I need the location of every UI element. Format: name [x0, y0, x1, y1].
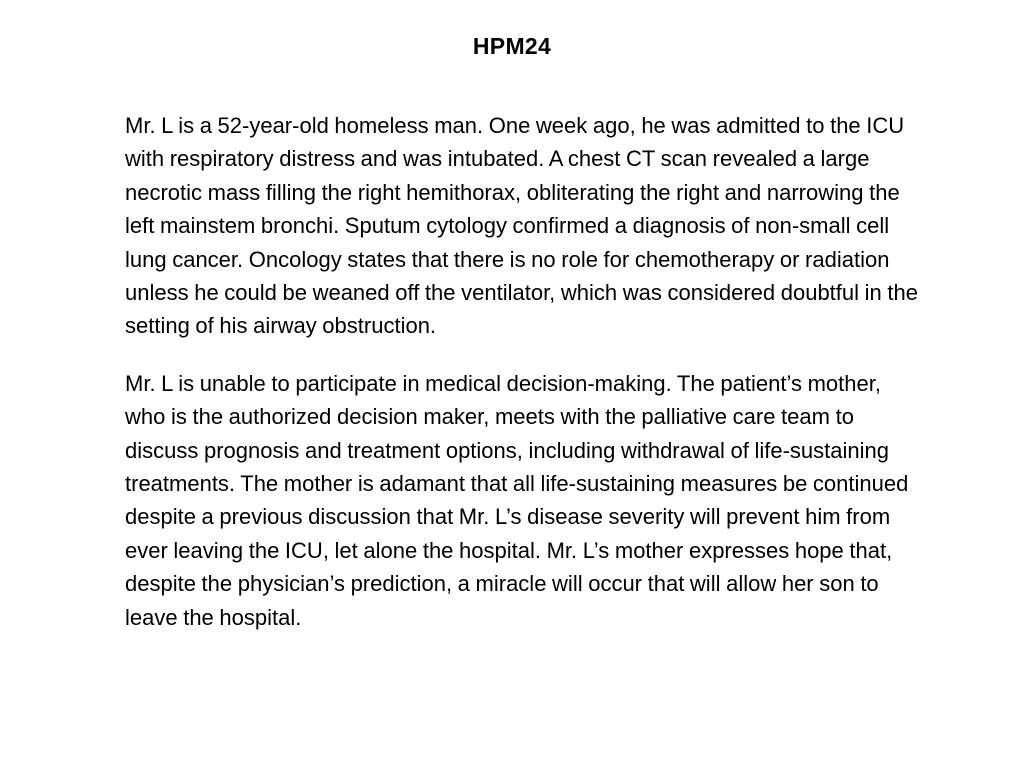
paragraph-case-history: Mr. L is a 52-year-old homeless man. One week ago, he was admitted to the ICU with respiratory distress and was intubated. A chest CT scan revealed a large necrotic mass filling the right hemithorax, obliterating the right and narrowing the left mainstem bronchi. Sputum cytology confirmed a diagnosis of non-small cell lung cancer. Oncology states that there is no role for chemotherapy or radiation unless he could be weaned off the ventilator, which was considered doubtful in the setting of his airway obstruction. [125, 113, 918, 339]
paragraph-family-meeting: Mr. L is unable to participate in medical decision-making. The patient’s mother, who is the authorized decision maker, meets with the palliative care team to discuss prognosis and treatment options, including withdrawal of life-sustaining treatments. The mother is adamant that all life-sustaining measures be continued despite a previous discussion that Mr. L’s disease severity will prevent him from ever leaving the ICU, let alone the hospital. Mr. L’s mother expresses hope that, despite the physician’s prediction, a miracle will occur that will allow her son to leave the hospital. [125, 370, 909, 630]
case-description [125, 109, 925, 634]
slide-title: HPM24 [472, 33, 552, 59]
